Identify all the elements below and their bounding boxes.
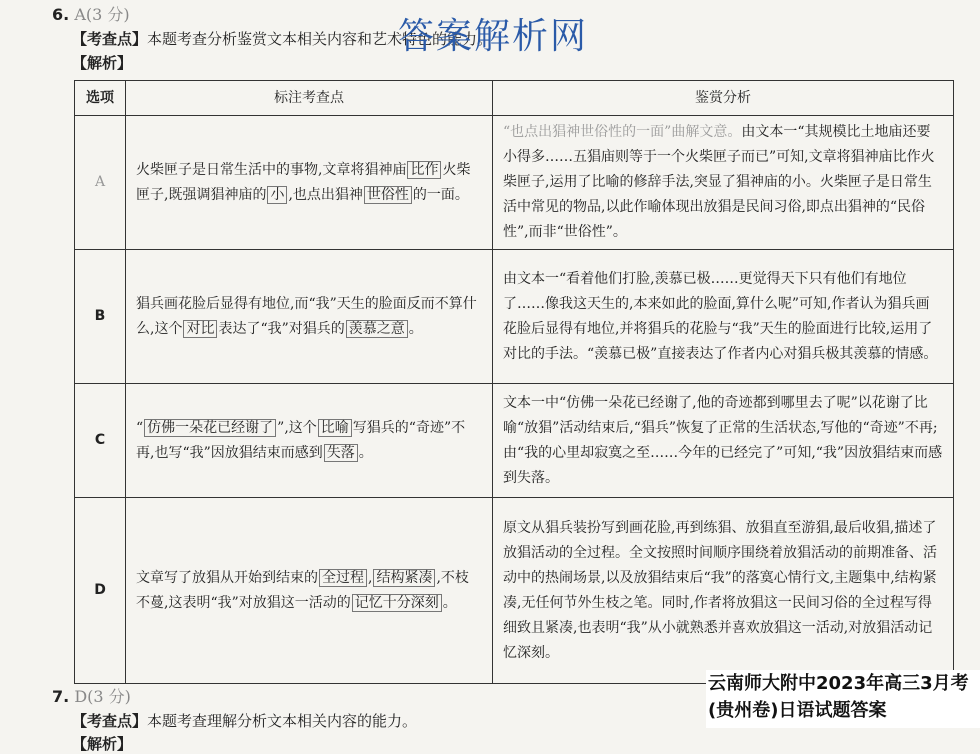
question-number: 6. xyxy=(52,5,70,24)
table-row xyxy=(75,116,954,250)
table-header-row xyxy=(75,81,954,116)
question-7-header xyxy=(52,684,131,707)
mark-text: 猖兵画花脸后显得有地位,而“我”天生的脸面反而不算什么,这个 xyxy=(136,295,477,337)
boxed-keyword: 世俗性 xyxy=(364,186,412,204)
mark-text: 。 xyxy=(442,594,457,611)
mark-text: 的一面。 xyxy=(412,186,469,203)
table-row xyxy=(75,250,954,384)
mark-text: 写猖兵的“奇迹”不再,也写“我”因放猖结束而感到 xyxy=(136,419,466,461)
boxed-keyword: 羡慕之意 xyxy=(346,320,408,338)
mark-cell xyxy=(126,250,493,384)
kaochadian-tag: 【考查点】 xyxy=(72,30,148,48)
header-mark: 标注考查点 xyxy=(126,81,493,116)
analysis-cell xyxy=(493,250,954,384)
boxed-keyword: 记忆十分深刻 xyxy=(352,594,442,612)
header-option: 选项 xyxy=(75,81,126,116)
boxed-keyword: 仿佛一朵花已经谢了 xyxy=(144,419,276,437)
analysis-cell xyxy=(493,384,954,498)
header-analysis: 鉴赏分析 xyxy=(493,81,954,116)
mark-cell xyxy=(126,384,493,498)
question-answer: A(3 分) xyxy=(74,5,130,24)
mark-text: 火柴匣子,既强调猖神庙的 xyxy=(136,161,471,203)
analysis-cell xyxy=(493,116,954,250)
mark-text: 火柴匣子是日常生活中的事物,文章将猖神庙 xyxy=(136,161,407,178)
boxed-keyword: 比喻 xyxy=(318,419,352,437)
question-6-header xyxy=(52,2,130,25)
mark-text: 。 xyxy=(358,444,373,461)
kaochadian-text: 本题考查分析鉴赏文本相关内容和艺术特色的能力。 xyxy=(147,30,493,48)
question-7-jiexi-tag: 【解析】 xyxy=(72,735,133,753)
boxed-keyword: 对比 xyxy=(183,320,217,338)
kaochadian-tag: 【考查点】 xyxy=(72,712,148,730)
analysis-text: 文本一中“仿佛一朵花已经谢了,他的奇迹都到哪里去了呢”以花谢了比喻“放猖”活动结束后,“猖兵”恢复了正常的生活状态,写他的“奇迹”不再;由“我的心里却寂寞之至……今年的已经完了”可知,“我”因放猖结束而感到失落。 xyxy=(503,394,943,486)
analysis-cell xyxy=(493,498,954,684)
boxed-keyword: 结构紧凑 xyxy=(373,569,435,587)
option-cell: C xyxy=(75,384,126,498)
analysis-table-wrap xyxy=(74,80,952,678)
table-row xyxy=(75,498,954,684)
table-row xyxy=(75,384,954,498)
question-6-jiexi-tag: 【解析】 xyxy=(72,54,133,72)
boxed-keyword: 全过程 xyxy=(319,569,367,587)
question-7-kaochadian xyxy=(72,710,417,731)
mark-text: ,也点出猖神 xyxy=(288,186,363,203)
option-cell: D xyxy=(75,498,126,684)
corner-caption: 云南师大附中2023年高三3月考(贵州卷)日语试题答案 xyxy=(706,670,980,728)
analysis-table xyxy=(74,80,954,684)
table-body xyxy=(75,116,954,684)
kaochadian-text: 本题考查理解分析文本相关内容的能力。 xyxy=(147,712,418,730)
mark-text: “ xyxy=(136,419,144,436)
mark-text: 。 xyxy=(408,320,423,337)
mark-text: 文章写了放猖从开始到结束的 xyxy=(136,569,318,586)
analysis-text: 由文本一“其规模比土地庙还要小得多……五猖庙则等于一个火柴匣子而已”可知,文章将猖神庙比作火柴匣子,运用了比喻的修辞手法,突显了猖神庙的小。火柴匣子是日常生活中常见的物品,以此作喻体现出放猖是民间习俗,即点出猖神的“民俗性”,而非“世俗性”。 xyxy=(503,124,935,240)
question-number: 7. xyxy=(52,687,70,706)
mark-cell xyxy=(126,116,493,250)
mark-text: ,不枝不蔓,这表明“我”对放猖这一活动的 xyxy=(136,569,469,611)
mark-text: ”,这个 xyxy=(277,419,317,436)
mark-text: , xyxy=(368,569,373,586)
boxed-keyword: 比作 xyxy=(407,161,441,179)
boxed-keyword: 小 xyxy=(267,186,287,204)
wrong-reason-text: “也点出猖神世俗性的一面”曲解文意。 xyxy=(503,124,742,140)
question-answer: D(3 分) xyxy=(74,687,131,706)
boxed-keyword: 失落 xyxy=(324,444,358,462)
option-cell: A xyxy=(75,116,126,250)
analysis-text: 由文本一“看着他们打脸,羡慕已极……更觉得天下只有他们有地位了……像我这天生的,本来如此的脸面,算什么呢”可知,作者认为猖兵画花脸后显得有地位,并将猖兵的花脸与“我”天生的脸面进行比较,运用了对比的手法。“羡慕已极”直接表达了作者内心对猖兵极其羡慕的情感。 xyxy=(503,270,938,362)
mark-cell xyxy=(126,498,493,684)
mark-text: 表达了“我”对猖兵的 xyxy=(218,320,345,337)
analysis-text: 原文从猖兵装扮写到画花脸,再到练猖、放猖直至游猖,最后收猖,描述了放猖活动的全过程。全文按照时间顺序围绕着放猖活动的前期准备、活动中的热闹场景,以及放猖结束后“我”的落寞心情行文,主题集中,结构紧凑,无任何节外生枝之笔。同时,作者将放猖这一民间习俗的全过程写得细致且紧凑,也表明“我”从小就熟悉并喜欢放猖这一活动,对放猖活动记忆深刻。 xyxy=(503,519,937,661)
option-cell: B xyxy=(75,250,126,384)
site-watermark: 答案解析网 xyxy=(398,16,589,57)
